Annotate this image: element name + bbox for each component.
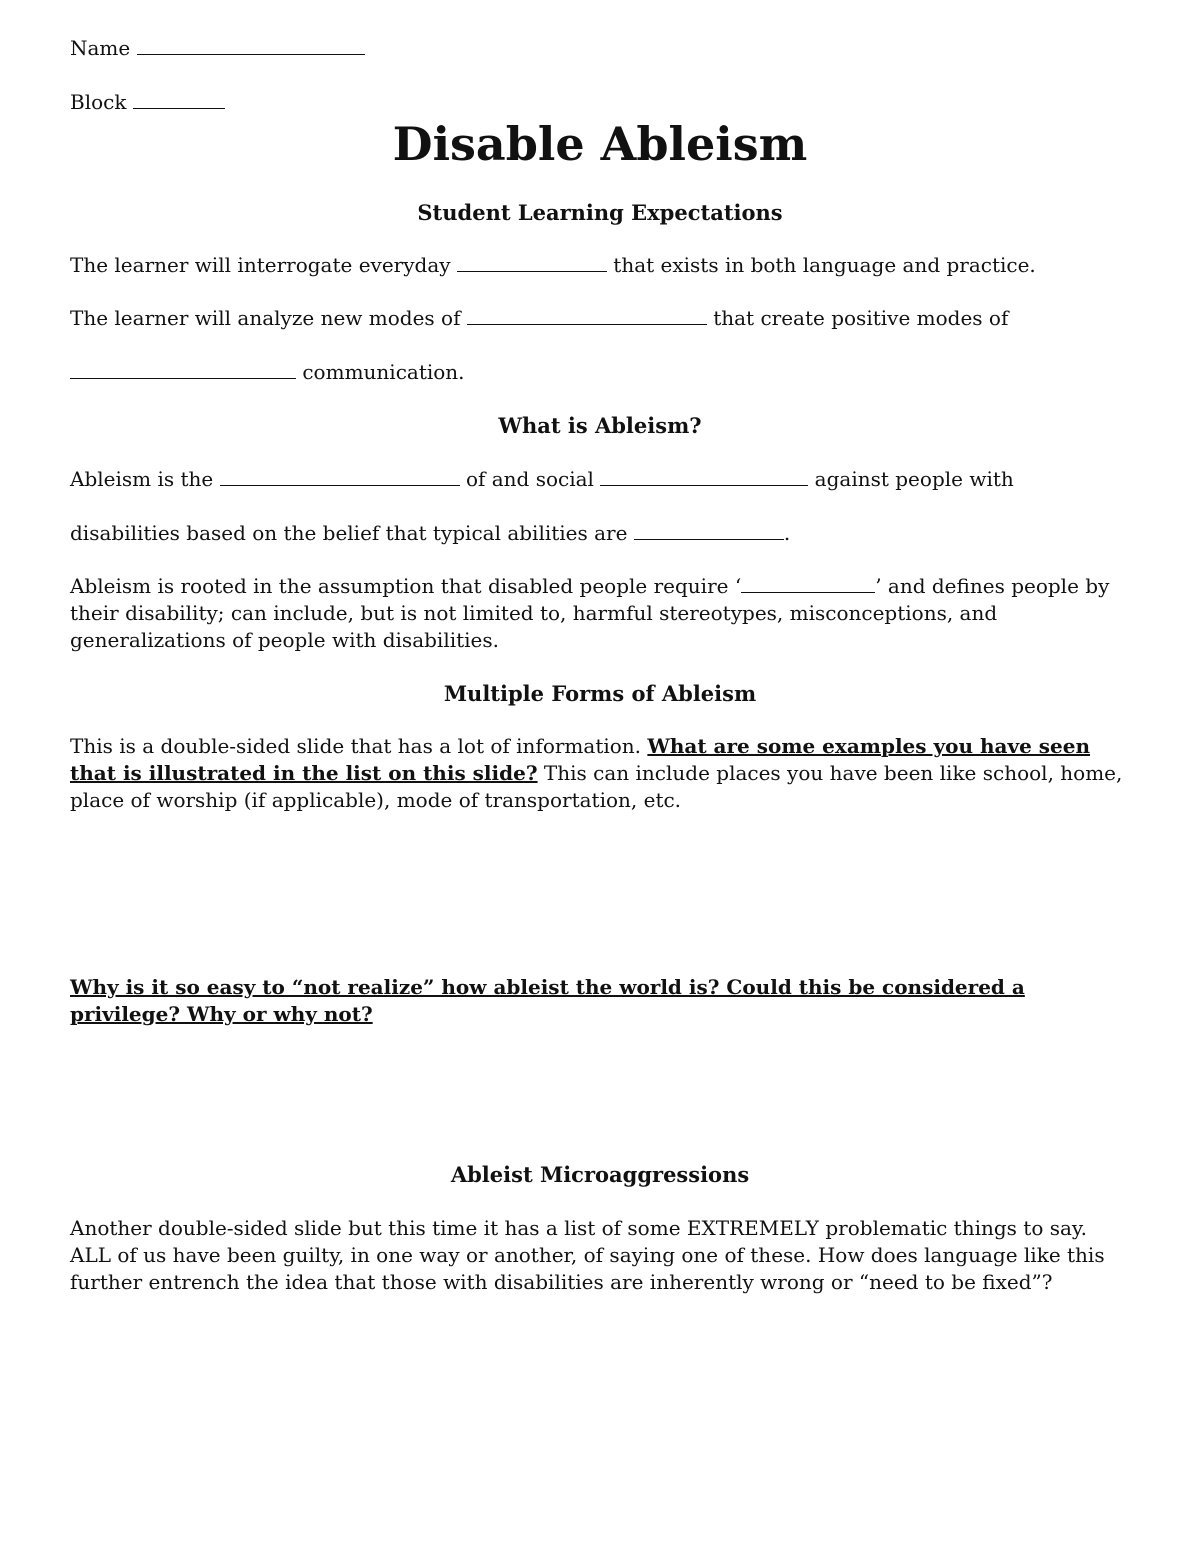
what-is-blank-4[interactable]	[741, 574, 875, 593]
multiple-forms-text-b: This can include places you have been like school, home, place of worship (if applicable), mode of transportation, etc.	[70, 761, 1123, 812]
sle-line-1-text-b: that exists in both language and practice.	[613, 253, 1036, 277]
privilege-question: Why is it so easy to “not realize” how ableist the world is? Could this be considered a privilege? Why or why not?	[70, 975, 1025, 1026]
what-is-para-text-b: ’ and defines people by their disability; can include, but is not limited to, harmful stereotypes, misconceptions, and generalizations of people with disabilities.	[70, 574, 1110, 652]
name-blank[interactable]	[137, 36, 365, 55]
sle-blank-1[interactable]	[457, 253, 607, 272]
multiple-forms-question: What are some examples you have seen that is illustrated in the list on this slide?	[70, 734, 1091, 785]
what-is-blank-3[interactable]	[634, 521, 784, 540]
microaggressions-paragraph: Another double-sided slide but this time it has a list of some EXTREMELY problematic things to say. ALL of us have been guilty, in one way or another, of saying one of these. How does language like this further entrench the idea that those with disabilities are inherently wrong or “need to be fixed”?	[70, 1216, 1105, 1294]
what-is-line-2-period: .	[783, 521, 791, 545]
what-is-blank-1[interactable]	[220, 467, 460, 486]
what-is-line-1	[70, 466, 1130, 493]
multiple-forms-text-a: This is a double-sided slide that has a lot of information.	[70, 734, 642, 758]
what-is-paragraph	[70, 573, 1130, 654]
what-is-line-2	[70, 520, 1130, 547]
name-row	[70, 35, 1130, 62]
what-is-blank-2[interactable]	[600, 467, 808, 486]
multiple-forms-heading: Multiple Forms of Ableism	[443, 681, 757, 706]
sle-line-1	[70, 252, 1130, 279]
multiple-forms-paragraph	[70, 733, 1130, 814]
what-is-heading: What is Ableism?	[498, 413, 702, 438]
page-title: Disable Ableism	[392, 117, 808, 171]
sle-line-2-text-a: The learner will analyze new modes of	[70, 306, 461, 330]
sle-line-3	[70, 359, 1130, 386]
what-is-line-1-text-a: Ableism is the	[70, 467, 214, 491]
sle-line-2	[70, 305, 1130, 332]
block-row	[70, 89, 1130, 116]
sle-line-3-text: communication.	[302, 360, 465, 384]
block-label: Block	[70, 90, 127, 114]
what-is-line-1-text-c: against people with	[814, 467, 1014, 491]
sle-blank-3[interactable]	[70, 360, 296, 379]
what-is-para-text-a: Ableism is rooted in the assumption that disabled people require ‘	[70, 574, 742, 598]
sle-line-2-text-b: that create positive modes of	[713, 306, 1009, 330]
sle-heading: Student Learning Expectations	[417, 200, 783, 225]
what-is-line-2-text-a: disabilities based on the belief that typical abilities are	[70, 521, 628, 545]
what-is-line-1-text-b: of and social	[465, 467, 594, 491]
sle-line-1-text-a: The learner will interrogate everyday	[70, 253, 451, 277]
name-label: Name	[70, 36, 131, 60]
sle-blank-2[interactable]	[467, 306, 707, 325]
microaggressions-heading: Ableist Microaggressions	[450, 1162, 750, 1187]
block-blank[interactable]	[133, 90, 225, 109]
